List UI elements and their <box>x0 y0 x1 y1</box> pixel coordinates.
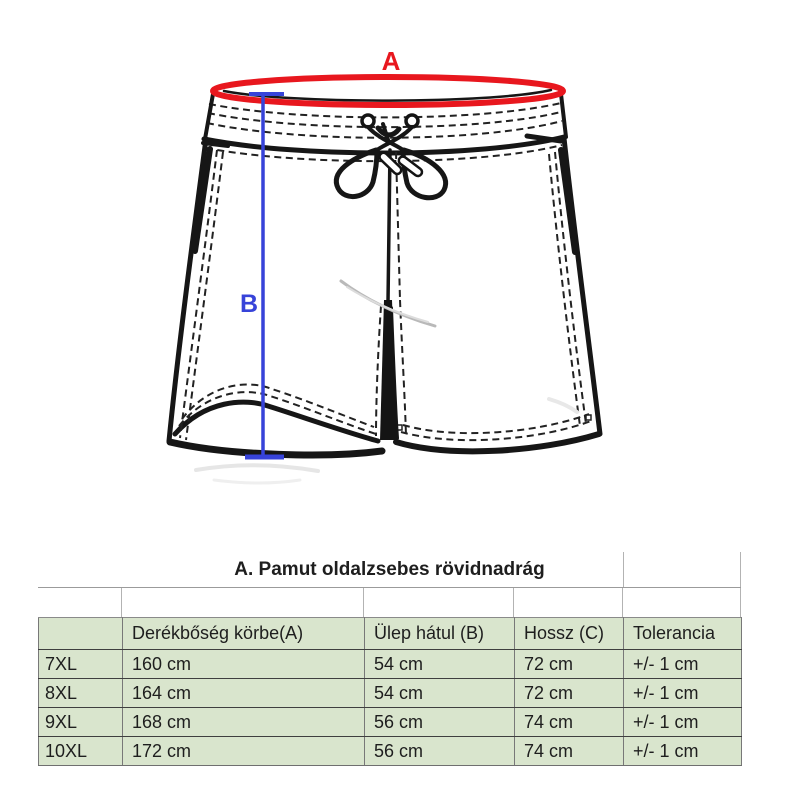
length-cell: 74 cm <box>515 737 624 766</box>
size-cell: 7XL <box>39 650 123 679</box>
label-a: A <box>381 46 401 76</box>
length-cell: 72 cm <box>515 650 624 679</box>
label-b: B <box>239 290 258 318</box>
empty-spacer-row <box>38 588 741 617</box>
seat-cell: 56 cm <box>365 708 515 737</box>
size-cell: 9XL <box>39 708 123 737</box>
tolerance-cell: +/- 1 cm <box>624 737 742 766</box>
gridline <box>740 552 741 587</box>
header-waist: Derékbőség körbe(A) <box>123 618 365 650</box>
table-row <box>39 708 742 737</box>
table-row <box>39 679 742 708</box>
left-cord-loop <box>336 150 377 197</box>
length-cell: 72 cm <box>515 679 624 708</box>
length-cell: 74 cm <box>515 708 624 737</box>
table-title: A. Pamut oldalzsebes rövidnadrág <box>234 559 545 580</box>
tolerance-cell: +/- 1 cm <box>624 679 742 708</box>
left-leg <box>169 139 382 455</box>
gridline <box>623 552 624 587</box>
table-row <box>39 737 742 766</box>
seat-cell: 54 cm <box>365 650 515 679</box>
size-cell: 10XL <box>39 737 123 766</box>
seat-cell: 56 cm <box>365 737 515 766</box>
right-cord-loop <box>403 150 446 198</box>
left-hem-scallop <box>175 402 378 441</box>
waist-cell: 168 cm <box>123 708 365 737</box>
seat-cell: 54 cm <box>365 679 515 708</box>
size-table <box>38 617 742 766</box>
header-length: Hossz (C) <box>515 618 624 650</box>
table-title-row <box>38 552 741 588</box>
header-tolerance: Tolerancia <box>624 618 742 650</box>
waist-cell: 164 cm <box>123 679 365 708</box>
waist-cell: 160 cm <box>123 650 365 679</box>
header-seat: Ülep hátul (B) <box>365 618 515 650</box>
table-row <box>39 650 742 679</box>
tolerance-cell: +/- 1 cm <box>624 708 742 737</box>
header-row <box>39 618 742 650</box>
size-table-section <box>38 552 741 766</box>
size-cell: 8XL <box>39 679 123 708</box>
right-leg <box>391 136 600 451</box>
header-size <box>39 618 123 650</box>
waist-cell: 172 cm <box>123 737 365 766</box>
tolerance-cell: +/- 1 cm <box>624 650 742 679</box>
center-front-seam <box>376 150 406 440</box>
